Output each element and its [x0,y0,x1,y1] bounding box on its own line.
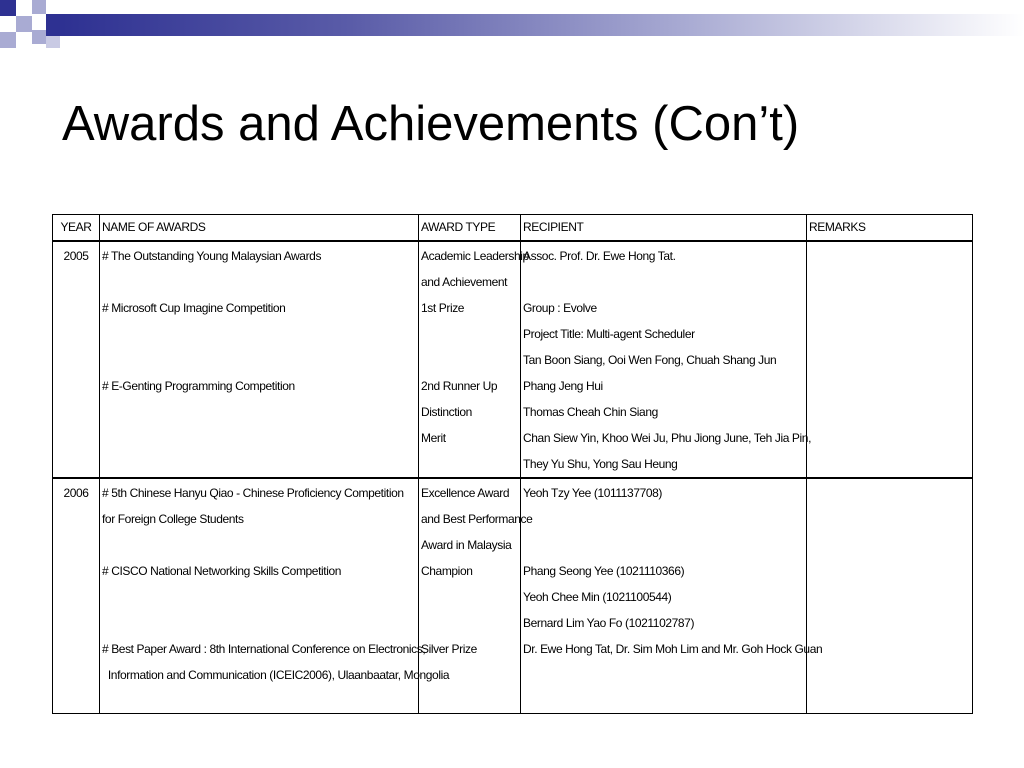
header-decoration-strip [62,14,1024,36]
table-row [53,241,973,478]
header-remarks: REMARKS [807,215,973,242]
header-award-type: AWARD TYPE [419,215,521,242]
award-type-cell: Academic Leadership and Achievement 1st Prize 2nd Runner Up Distinction Merit [419,241,521,478]
award-type-cell: Excellence Award and Best Performance Award in Malaysia Champion Silver Prize [419,478,521,714]
table-row [53,478,973,714]
decoration-square [32,30,46,44]
recipient-cell: Yeoh Tzy Yee (1011137708) Phang Seong Yee (1021110366) Yeoh Chee Min (1021100544) Bernard Lim Yao Fo (1021102787) Dr. Ewe Hong Tat, Dr. Sim Moh Lim and Mr. Goh Hock Guan [521,478,807,714]
decoration-square [0,0,16,16]
decoration-square [46,36,60,48]
remarks-cell [807,478,973,714]
decoration-square [46,14,62,36]
year-cell: 2006 [53,478,100,714]
awards-cell: # 5th Chinese Hanyu Qiao - Chinese Proficiency Competition for Foreign College Students # CISCO National Networking Skills Competition # Best Paper Award : 8th International Conference on Electronics, Information and Communication (ICEIC2006), Ulaanbaatar, Mongolia [100,478,419,714]
remarks-cell [807,241,973,478]
decoration-square [16,16,32,32]
slide-title: Awards and Achievements (Con’t) [62,97,800,151]
decoration-square [32,0,46,14]
table-header-row [53,215,973,242]
recipient-cell: Assoc. Prof. Dr. Ewe Hong Tat. Group : Evolve Project Title: Multi-agent Scheduler Tan Boon Siang, Ooi Wen Fong, Chuah Shang Jun Phang Jeng Hui Thomas Cheah Chin Siang Chan Siew Yin, Khoo Wei Ju, Phu Jiong June, Teh Jia Pin, They Yu Shu, Yong Sau Heung [521,241,807,478]
year-cell: 2005 [53,241,100,478]
decoration-square [0,32,16,48]
header-year: YEAR [53,215,100,242]
awards-cell: # The Outstanding Young Malaysian Awards # Microsoft Cup Imagine Competition # E-Genting Programming Competition [100,241,419,478]
header-recipient: RECIPIENT [521,215,807,242]
awards-table [52,214,973,714]
header-name-of-awards: NAME OF AWARDS [100,215,419,242]
